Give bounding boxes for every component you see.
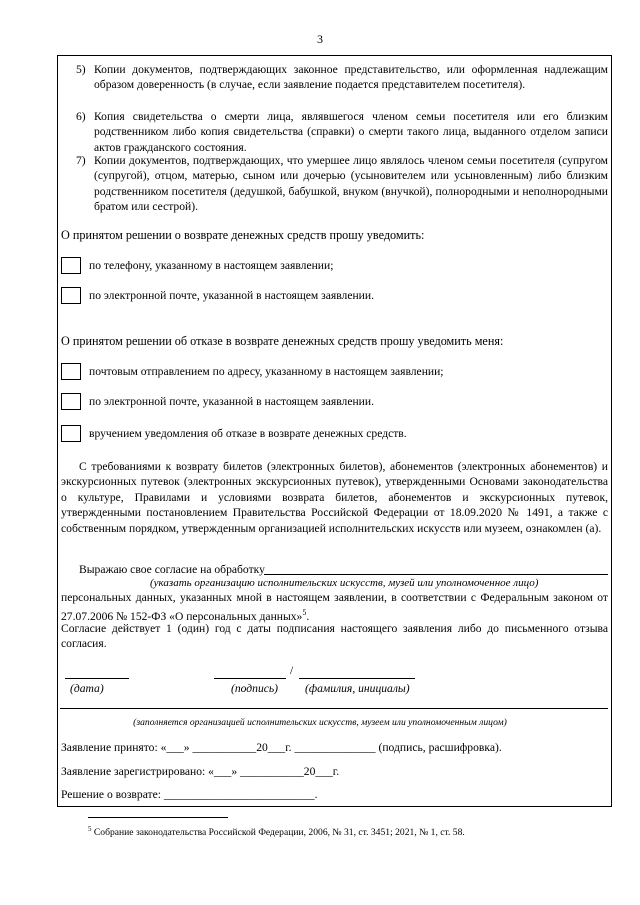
refund-phone-checkbox[interactable] <box>61 257 81 274</box>
consent-duration: Согласие действует 1 (один) год с даты подписания настоящего заявления либо до письменного отзыва согласия. <box>61 622 608 651</box>
refusal-email-checkbox[interactable] <box>61 393 81 410</box>
consent-organization-field[interactable] <box>264 574 608 575</box>
signature-field[interactable] <box>214 678 286 679</box>
footnote-text: Собрание законодательства Российской Федерации, 2006, № 31, ст. 3451; 2021, № 1, ст. 58. <box>93 827 465 839</box>
date-field[interactable] <box>65 678 129 679</box>
consent-text <box>61 590 608 625</box>
refusal-handover-checkbox[interactable] <box>61 425 81 442</box>
refusal-email-label: по электронной почте, указанной в настоящем заявлении. <box>89 395 374 408</box>
footnote-divider <box>88 817 228 818</box>
footnote-ref: 5 <box>302 608 307 618</box>
refusal-handover-label: вручением уведомления об отказе в возврате денежных средств. <box>89 427 407 440</box>
date-label: (дата) <box>70 682 104 695</box>
list-item-number: 5) <box>76 63 86 76</box>
list-item-number: 7) <box>76 154 86 167</box>
consent-text-end: . <box>306 610 310 624</box>
list-item-text: Копии документов, подтверждающих законное представительство, или оформленная надлежащим образом доверенность (в случае, если заявление подается представителем посетителя). <box>94 63 608 92</box>
org-section-note: (заполняется организацией исполнительских искусств, музеем или уполномоченным лицом) <box>133 717 507 728</box>
section-divider <box>60 708 608 709</box>
name-label: (фамилия, инициалы) <box>305 682 410 695</box>
registered-line: Заявление зарегистрировано: «___» ___________20___г. <box>61 765 340 778</box>
list-item-text: Копии документов, подтверждающих, что умершее лицо являлось членом семьи посетителя (супругом (супругой), отцом, матерью, сыном или дочерью (усыновителем или усыновленным) либо близким родственником посетителя (дедушкой, бабушкой, внуком (внучкой), полнородными и неполнородными братом или сестрой). <box>94 154 608 214</box>
consent-hint: (указать организацию исполнительских искусств, музей или уполномоченное лицо) <box>150 577 539 589</box>
consent-intro: Выражаю свое согласие на обработку <box>79 563 265 576</box>
refund-email-label: по электронной почте, указанной в настоящем заявлении. <box>89 289 374 302</box>
signature-label: (подпись) <box>231 682 279 695</box>
refusal-notify-heading: О принятом решении об отказе в возврате денежных средств прошу уведомить меня: <box>61 334 504 348</box>
accepted-line: Заявление принято: «___» ___________20___г. ______________ (подпись, расшифровка). <box>61 741 502 754</box>
list-item-text: Копия свидетельства о смерти лица, являвшегося членом семьи посетителя или его близким родственником либо копия свидетельства (справки) о смерти такого лица, выданного отделом записи актов гражданского состояния. <box>94 110 608 154</box>
refund-notify-heading: О принятом решении о возврате денежных средств прошу уведомить: <box>61 228 425 242</box>
requirements-paragraph: С требованиями к возврату билетов (электронных билетов), абонементов (электронных абонементов) и экскурсионных путевок (электронных экскурсионных путевок), утвержденными Основами законодательства о культуре, Правилами и условиями возврата билетов, абонементов и экскурсионных путевок, утвержденными постановлением Правительства Российской Федерации от 18.09.2020 № 1491, а также с собственным порядком, утвержденным организацией исполнительских искусств или музеем, ознакомлен (а). <box>61 460 608 535</box>
list-item-number: 6) <box>76 110 86 123</box>
page-number: 3 <box>317 32 323 46</box>
name-field[interactable] <box>299 678 415 679</box>
refusal-post-label: почтовым отправлением по адресу, указанному в настоящем заявлении; <box>89 365 444 378</box>
signature-slash: / <box>290 664 294 677</box>
footnote-number: 5 <box>88 825 92 833</box>
footnote <box>88 825 465 838</box>
refund-phone-label: по телефону, указанному в настоящем заявлении; <box>89 259 334 272</box>
refusal-post-checkbox[interactable] <box>61 363 81 380</box>
refund-email-checkbox[interactable] <box>61 287 81 304</box>
decision-line: Решение о возврате: __________________________. <box>61 788 318 801</box>
consent-text-body: персональных данных, указанных мной в настоящем заявлении, в соответствии с Федеральным законом от 27.07.2006 № 152-ФЗ «О персональных данных» <box>61 591 608 624</box>
